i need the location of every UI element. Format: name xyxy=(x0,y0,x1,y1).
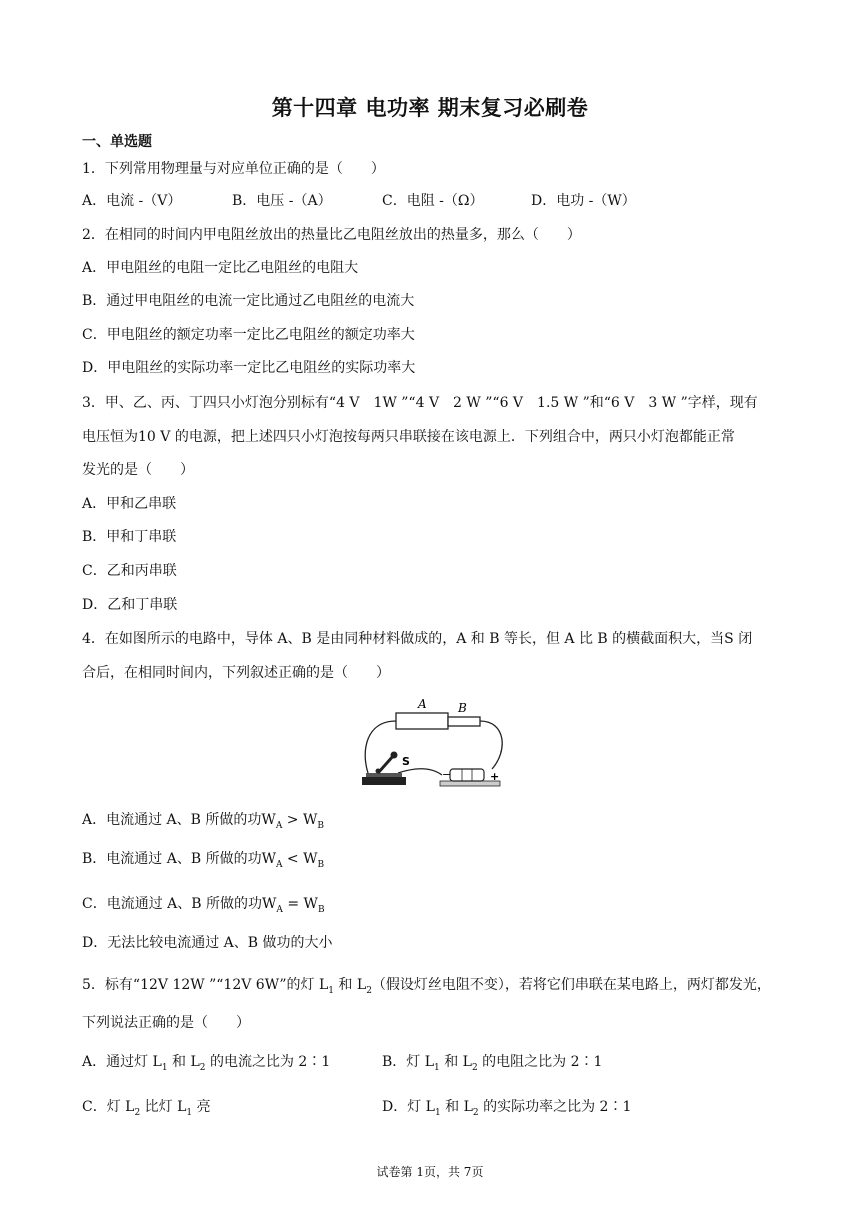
battery xyxy=(450,769,484,781)
question-2-stem: 2．在相同的时间内甲电阻丝放出的热量比乙电阻丝放出的热量多，那么（ ） xyxy=(82,227,581,243)
label-s: S xyxy=(402,755,410,768)
q3-option-b: B．甲和丁串联 xyxy=(82,529,177,545)
label-a: A xyxy=(418,697,427,711)
circuit-diagram xyxy=(356,691,516,795)
label-b: B xyxy=(458,701,467,715)
q2-option-b: B．通过甲电阻丝的电流一定比通过乙电阻丝的电流大 xyxy=(82,293,415,309)
question-3-stem-line2: 电压恒为10 V 的电源，把上述四只小灯泡按每两只串联接在该电源上．下列组合中，两只小灯泡都能正常 xyxy=(82,429,735,445)
question-1-stem: 1．下列常用物理量与对应单位正确的是（ ） xyxy=(82,161,385,177)
resistor-b xyxy=(448,717,480,726)
q5-option-c: C．灯 $L_2$ 比灯 $L_1$ 亮 xyxy=(82,1099,211,1118)
q2-option-c: C．甲电阻丝的额定功率一定比乙电阻丝的额定功率大 xyxy=(82,327,415,343)
q3-option-c: C．乙和丙串联 xyxy=(82,563,177,579)
question-3-stem-line1: 3．甲、乙、丙、丁四只小灯泡分别标有“4 V 1W ”“4 V 2 W ”“6 V 1.5 W ”和“6 V 3 W ”字样，现有 xyxy=(82,395,758,411)
q2-option-d: D．甲电阻丝的实际功率一定比乙电阻丝的实际功率大 xyxy=(82,360,416,376)
switch-base xyxy=(362,777,406,785)
q1-option-d: D．电功 -（W） xyxy=(531,193,636,209)
question-4-stem-line1: 4．在如图所示的电路中，导体 A、B 是由同种材料做成的，A 和 B 等长，但 A 比 B 的横截面积大，当S 闭 xyxy=(82,631,753,647)
q5-option-d: D．灯 $L_1$ 和 $L_2$ 的实际功率之比为 2∶1 xyxy=(382,1099,632,1118)
q5-option-a: A．通过灯 $L_1$ 和 $L_2$ 的电流之比为 2∶1 xyxy=(82,1054,331,1073)
page-title: 第十四章 电功率 期末复习必刷卷 xyxy=(271,96,589,120)
question-5-stem-line2: 下列说法正确的是（ ） xyxy=(82,1015,250,1031)
q3-option-a: A．甲和乙串联 xyxy=(82,496,177,512)
label-minus: − xyxy=(442,768,452,781)
q2-option-a: A．甲电阻丝的电阻一定比乙电阻丝的电阻大 xyxy=(82,260,359,276)
question-4-stem-line2: 合后，在相同时间内，下列叙述正确的是（ ） xyxy=(82,665,390,681)
q4-option-c: C．电流通过 A、B 所做的功$W_A = W_B$ xyxy=(82,896,325,915)
q1-option-b: B．电压 -（A） xyxy=(232,193,332,209)
label-plus: + xyxy=(490,770,500,783)
q4-option-a: A．电流通过 A、B 所做的功$W_A > W_B$ xyxy=(82,812,324,831)
question-5-stem-line1: 5．标有“12V 12W ”“12V 6W”的灯 $L_1$ 和 $L_2$（假设灯丝电阻不变），若将它们串联在某电路上，两灯都发光， xyxy=(82,977,771,996)
resistor-a xyxy=(396,713,448,729)
page-footer: 试卷第 1页，共 7页 xyxy=(376,1165,484,1179)
question-3-stem-line3: 发光的是（ ） xyxy=(82,462,194,478)
q3-option-d: D．乙和丁串联 xyxy=(82,597,178,613)
q5-option-b: B．灯 $L_1$ 和 $L_2$ 的电阻之比为 2∶1 xyxy=(382,1054,603,1073)
q1-option-c: C．电阻 -（Ω） xyxy=(382,193,484,209)
q4-option-b: B．电流通过 A、B 所做的功$W_A < W_B$ xyxy=(82,851,325,870)
section-heading: 一、单选题 xyxy=(82,134,152,150)
q4-option-d: D．无法比较电流通过 A、B 做功的大小 xyxy=(82,935,333,951)
q1-option-a: A．电流 -（V） xyxy=(82,193,182,209)
